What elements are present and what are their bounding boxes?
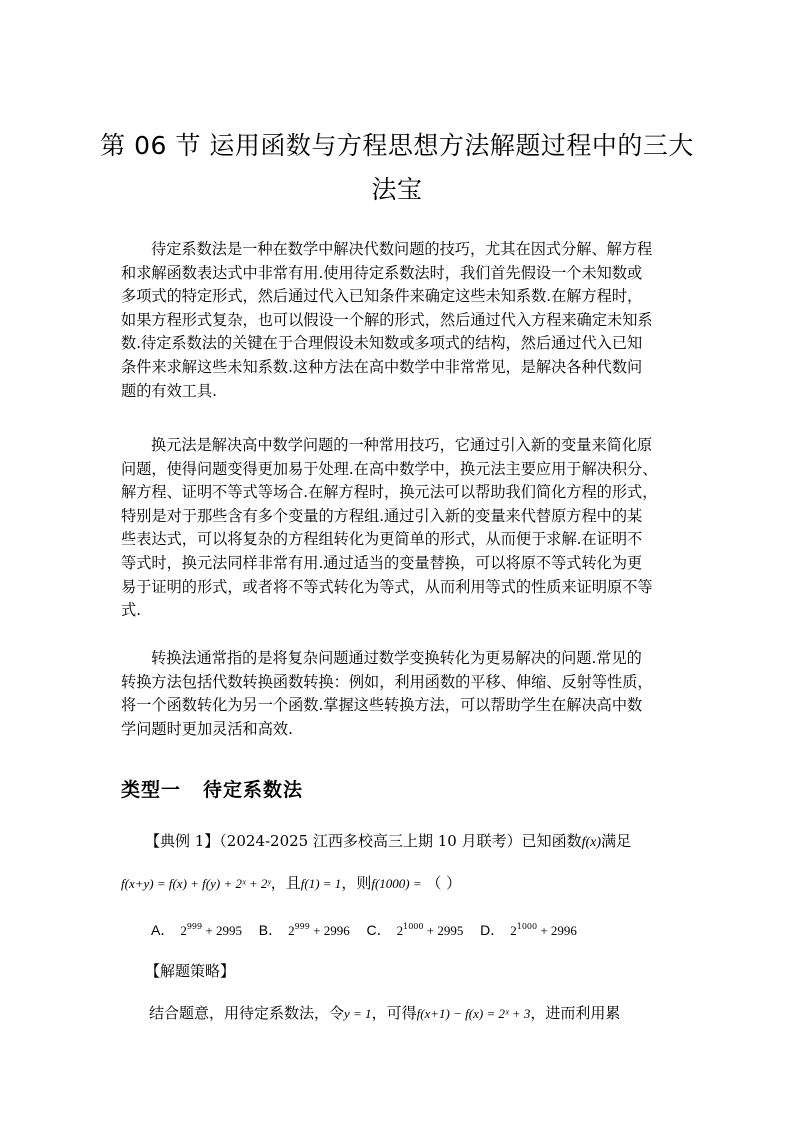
page-title-continued: 法宝 [371,175,423,204]
functional-equation: f(x+y) = f(x) + f(y) + 2ˣ + 2ʸ [121,876,271,891]
strategy-text-part3: ，进而利用累 [530,1004,621,1022]
paragraph-method-transformation [121,647,677,741]
text-line: 转换方法包括代数转换函数转换：例如，利用函数的平移、伸缩、反射等性质， [121,672,653,691]
answer-options [121,920,711,940]
text-line: 待定系数法是一种在数学中解决代数问题的技巧，尤其在因式分解、解方程 [151,240,653,258]
derived-equation: f(x+1) − f(x) = 2ˣ + 3 [416,1006,531,1021]
section-name: 待定系数法 [203,779,304,801]
text-line: 换元法是解决高中数学问题的一种常用技巧，它通过引入新的变量来简化原 [151,436,653,454]
example-problem-line [121,830,705,851]
option-c[interactable]: C． $2^{1000} + 2995$ [366,922,464,938]
given-separator: ，且 [270,874,301,892]
text-line: 特别是对于那些含有多个变量的方程组.通过引入新的变量来代替原方程中的某 [121,506,643,525]
text-line: 题的有效工具. [121,381,217,400]
option-d[interactable]: D． $2^{1000} + 2996$ [480,922,577,938]
option-a[interactable]: A． $2^{999} + 2995$ [151,922,242,938]
example-condition-line [121,872,681,893]
text-line: 和求解函数表达式中非常有用.使用待定系数法时，我们首先假设一个未知数或 [121,263,643,282]
text-line: 问题，使得问题变得更加易于处理.在高中数学中，换元法主要应用于解决积分、 [121,459,658,478]
ask-separator: ，则 [341,874,372,892]
strategy-text-part2: ，可得 [371,1004,417,1022]
strategy-text [121,1002,709,1023]
strategy-heading: 【解题策略】 [145,962,236,980]
substitution-value: y = 1 [344,1006,372,1021]
section-heading [121,775,303,802]
page-title: 第 06 节 运用函数与方程思想方法解题过程中的三大 [100,131,694,160]
text-line: 学问题时更加灵活和高效. [121,719,293,738]
function-name: f(x) [581,835,602,850]
text-line: 数.待定系数法的关键在于合理假设未知数或多项式的结构，然后通过代入已知 [121,334,643,353]
text-line: 式. [121,601,142,620]
section-label: 类型一 [121,779,182,801]
example-suffix: 满足 [601,832,632,850]
asked-value: f(1000) = [371,876,422,891]
text-line: 易于证明的形式，或者将不等式转化为等式，从而利用等式的性质来证明原不等 [121,577,653,596]
given-value: f(1) = 1 [300,876,342,891]
text-line: 如果方程形式复杂，也可以假设一个解的形式，然后通过代入方程来确定未知系 [121,310,653,329]
text-line: 些表达式，可以将复杂的方程组转化为更简单的形式，从而便于求解.在证明不 [121,530,643,549]
text-line: 转换法通常指的是将复杂问题通过数学变换转化为更易解决的问题.常见的 [151,649,642,667]
text-line: 解方程、证明不等式等场合.在解方程时，换元法可以帮助我们简化方程的形式， [121,483,658,502]
text-line: 多项式的特定形式，然后通过代入已知条件来确定这些未知系数.在解方程时， [121,287,643,306]
example-prefix: 【典例 1】（2024-2025 江西多校高三上期 10 月联考）已知函数 [145,832,582,850]
text-line: 将一个函数转化为另一个函数.掌握这些转换方法，可以帮助学生在解决高中数 [121,696,643,715]
text-line: 等式时，换元法同样非常有用.通过适当的变量替换，可以将原不等式转化为更 [121,553,643,572]
paragraph-method-undetermined-coefficients [121,238,677,403]
paragraph-method-substitution [121,434,677,623]
option-b[interactable]: B． $2^{999} + 2996$ [258,922,350,938]
strategy-text-part1: 结合题意，用待定系数法，令 [149,1004,345,1022]
answer-blank: （ ） [426,874,462,892]
text-line: 条件来求解这些未知系数.这种方法在高中数学中非常常见，是解决各种代数问 [121,357,643,376]
